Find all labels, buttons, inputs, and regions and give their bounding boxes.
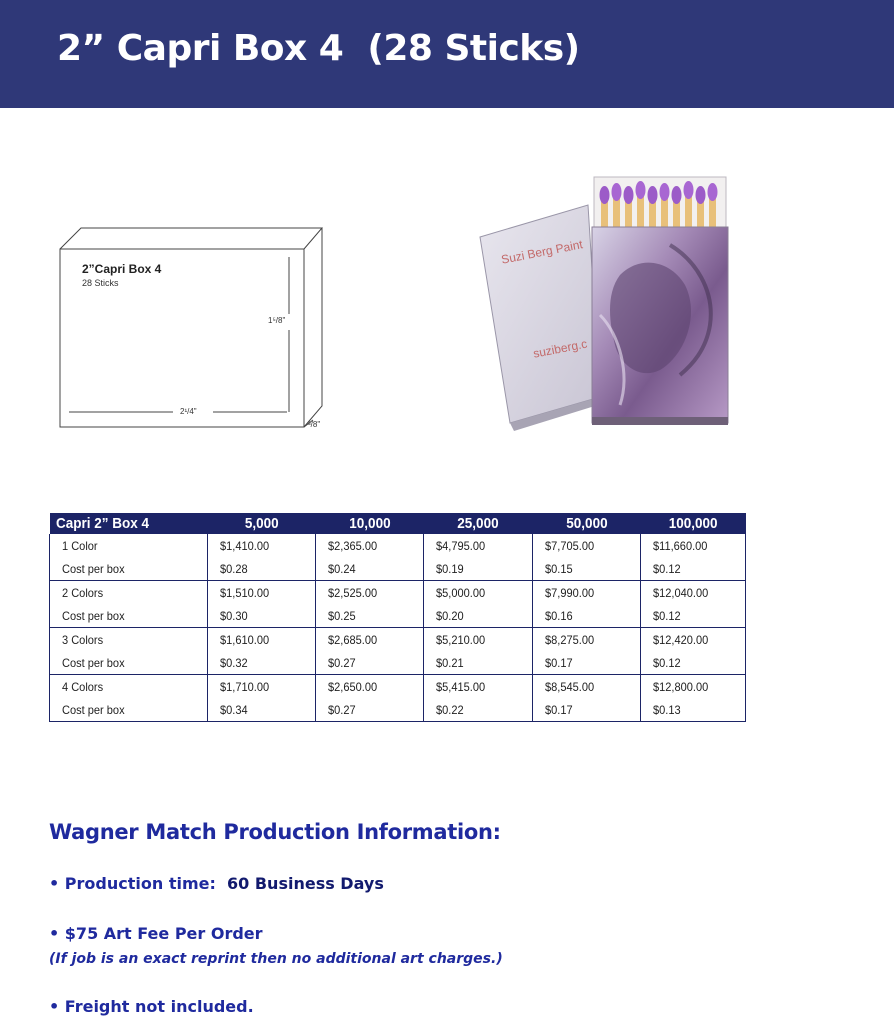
table-cell: $1,510.00 (208, 581, 316, 605)
table-cell: $0.27 (316, 698, 424, 722)
column-header: Capri 2” Box 4 (50, 513, 208, 534)
table-cell: $12,420.00 (641, 628, 746, 652)
table-cell: $0.20 (424, 604, 533, 628)
table-cell: $1,710.00 (208, 675, 316, 699)
table-cell: $7,990.00 (533, 581, 641, 605)
pricing-table (49, 513, 746, 722)
table-cell: $0.17 (533, 698, 641, 722)
table-cell: $0.34 (208, 698, 316, 722)
table-cell: $0.12 (641, 557, 746, 581)
header-banner (0, 0, 894, 108)
diagram-subtitle: 28 Sticks (82, 278, 119, 288)
page-title: 2” Capri Box 4 (28 Sticks) (57, 28, 580, 69)
table-cell: $7,705.00 (533, 534, 641, 557)
production-time-value: 60 Business Days (227, 874, 384, 893)
table-row (50, 604, 746, 628)
table-cell: $0.16 (533, 604, 641, 628)
table-cell: Cost per box (50, 604, 208, 628)
table-cell: 3 Colors (50, 628, 208, 652)
table-row (50, 581, 746, 605)
table-cell: $12,800.00 (641, 675, 746, 699)
table-cell: Cost per box (50, 557, 208, 581)
production-info-title: Wagner Match Production Information: (49, 820, 501, 844)
table-cell: $0.21 (424, 651, 533, 675)
table-cell: $5,210.00 (424, 628, 533, 652)
table-cell: $0.25 (316, 604, 424, 628)
table-cell: 1 Color (50, 534, 208, 557)
table-cell: $2,525.00 (316, 581, 424, 605)
table-header-row (50, 513, 746, 534)
table-cell: $1,410.00 (208, 534, 316, 557)
table-cell: $0.12 (641, 604, 746, 628)
table-row (50, 675, 746, 699)
table-cell: $2,650.00 (316, 675, 424, 699)
table-cell: 4 Colors (50, 675, 208, 699)
table-cell: $0.24 (316, 557, 424, 581)
matchbox-photo (470, 165, 730, 440)
table-cell: $5,000.00 (424, 581, 533, 605)
table-row (50, 628, 746, 652)
table-cell: $4,795.00 (424, 534, 533, 557)
depth-dimension-label: ³/8" (308, 420, 321, 429)
column-header: 5,000 (208, 513, 316, 534)
table-cell: $0.22 (424, 698, 533, 722)
table-cell: $5,415.00 (424, 675, 533, 699)
table-cell: $0.32 (208, 651, 316, 675)
column-header: 10,000 (316, 513, 424, 534)
production-time-item (49, 874, 384, 893)
table-cell: $11,660.00 (641, 534, 746, 557)
table-cell: $0.28 (208, 557, 316, 581)
box-dimension-diagram (55, 222, 345, 437)
table-row (50, 534, 746, 557)
table-cell: $12,040.00 (641, 581, 746, 605)
table-cell: $0.15 (533, 557, 641, 581)
table-cell: $0.19 (424, 557, 533, 581)
matchbox-url-text: suziberg.c (532, 336, 589, 361)
table-cell: Cost per box (50, 651, 208, 675)
column-header: 50,000 (533, 513, 641, 534)
table-cell: $2,365.00 (316, 534, 424, 557)
table-cell: Cost per box (50, 698, 208, 722)
table-cell: $0.27 (316, 651, 424, 675)
table-cell: $2,685.00 (316, 628, 424, 652)
table-cell: $1,610.00 (208, 628, 316, 652)
freight-item: • Freight not included. (49, 997, 254, 1016)
table-row (50, 557, 746, 581)
table-row (50, 698, 746, 722)
matchbox-illustration (470, 165, 730, 440)
matchbox-cover-text: Suzi Berg Paint (500, 237, 584, 267)
box-outline-drawing (55, 222, 345, 437)
table-cell: $0.17 (533, 651, 641, 675)
table-cell: $0.12 (641, 651, 746, 675)
diagram-title: 2”Capri Box 4 (82, 262, 162, 276)
table-cell: $8,545.00 (533, 675, 641, 699)
art-fee-item: • $75 Art Fee Per Order (49, 924, 263, 943)
table-cell: $0.30 (208, 604, 316, 628)
height-dimension-label: 1⁵/8" (268, 316, 286, 325)
table-row (50, 651, 746, 675)
production-time-label: • Production time: (49, 874, 228, 893)
width-dimension-label: 2¹/4" (180, 407, 197, 416)
table-cell: 2 Colors (50, 581, 208, 605)
column-header: 25,000 (424, 513, 533, 534)
table-cell: $0.13 (641, 698, 746, 722)
art-fee-note: (If job is an exact reprint then no additional art charges.) (49, 951, 503, 967)
column-header: 100,000 (641, 513, 746, 534)
table-cell: $8,275.00 (533, 628, 641, 652)
